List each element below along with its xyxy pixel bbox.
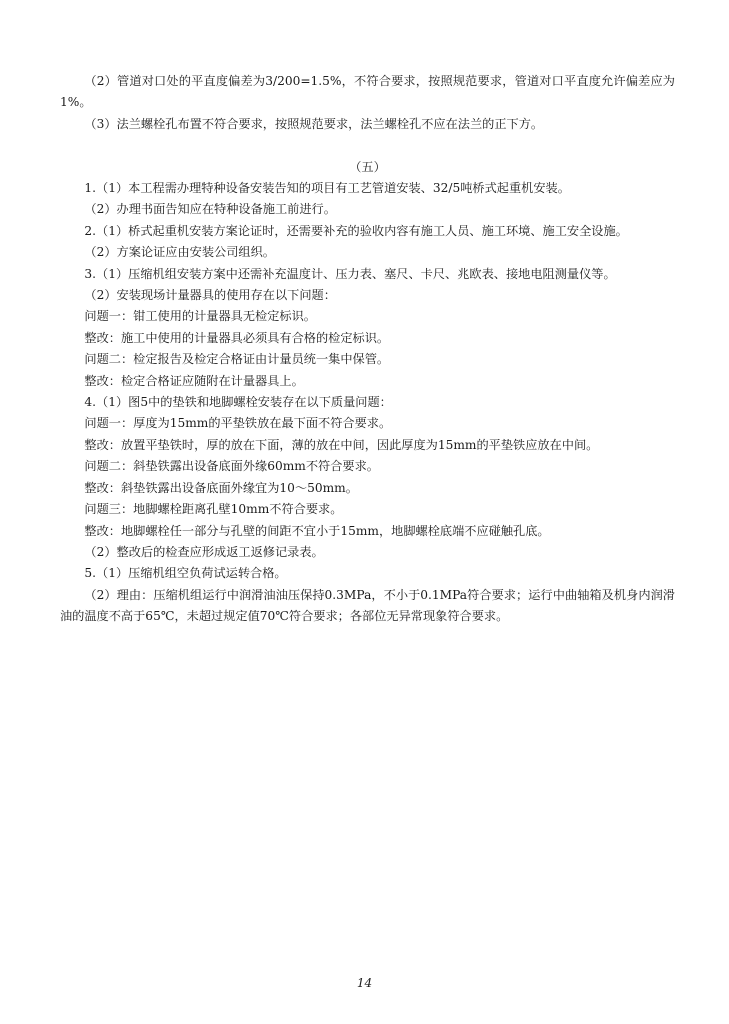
paragraph-3-1: 3.（1）压缩机组安装方案中还需补充温度计、压力表、塞尺、卡尺、兆欧表、接地电阻测量仪等。 xyxy=(84,266,616,281)
paragraph-5-1: 5.（1）压缩机组空负荷试运转合格。 xyxy=(84,566,287,581)
paragraph-4-1: 4.（1）图5中的垫铁和地脚螺栓安装存在以下质量问题： xyxy=(84,395,392,410)
body-text xyxy=(60,71,675,628)
paragraph-4-1-fix-3: 整改：地脚螺栓任一部分与孔壁的间距不宜小于15mm，地脚螺栓底端不应碰触孔底。 xyxy=(84,523,550,538)
paragraph-1-1: 1.（1）本工程需办理特种设备安装告知的项目有工艺管道安装、32/5吨桥式起重机安装。 xyxy=(84,181,570,196)
paragraph-1-2: （2）办理书面告知应在特种设备施工前进行。 xyxy=(84,202,336,217)
paragraph-4-1-fix-1: 整改：放置平垫铁时，厚的放在下面，薄的放在中间，因此厚度为15mm的平垫铁应放在中间。 xyxy=(84,437,599,452)
paragraph-4-1-problem-1: 问题一：厚度为15mm的平垫铁放在最下面不符合要求。 xyxy=(84,416,392,431)
paragraph-4-2: （2）整改后的检查应形成返工返修记录表。 xyxy=(84,544,324,559)
paragraph-3-2-fix-1: 整改：施工中使用的计量器具必须具有合格的检定标识。 xyxy=(84,330,390,345)
paragraph-flange-bolt-holes: （3）法兰螺栓孔布置不符合要求，按照规范要求，法兰螺栓孔不应在法兰的正下方。 xyxy=(84,116,544,131)
paragraph-2-2: （2）方案论证应由安装公司组织。 xyxy=(84,245,275,260)
paragraph-3-2-problem-2: 问题二：检定报告及检定合格证由计量员统一集中保管。 xyxy=(84,352,390,367)
paragraph-4-1-problem-2: 问题二：斜垫铁露出设备底面外缘60mm不符合要求。 xyxy=(84,459,379,474)
paragraph-3-2-problem-1: 问题一：钳工使用的计量器具无检定标识。 xyxy=(84,309,316,324)
paragraph-pipe-flatness: （2）管道对口处的平直度偏差为3/200=1.5%，不符合要求，按照规范要求，管道对口平直度允许偏差应为1%。 xyxy=(60,74,675,110)
paragraph-3-2: （2）安装现场计量器具的使用存在以下问题： xyxy=(84,288,336,303)
paragraph-4-1-problem-3: 问题三：地脚螺栓距离孔壁10mm不符合要求。 xyxy=(84,502,343,517)
paragraph-3-2-fix-2: 整改：检定合格证应随附在计量器具上。 xyxy=(84,373,304,388)
paragraph-4-1-fix-2: 整改：斜垫铁露出设备底面外缘宜为10～50mm。 xyxy=(84,480,358,495)
page-number: 14 xyxy=(356,976,373,990)
paragraph-5-2: （2）理由：压缩机组运行中润滑油油压保持0.3MPa，不小于0.1MPa符合要求；运行中曲轴箱及机身内润滑油的温度不高于65℃，未超过规定值70℃符合要求；各部位无异常现象符合要求。 xyxy=(60,587,675,624)
blank-line xyxy=(60,135,675,156)
paragraph-2-1: 2.（1）桥式起重机安装方案论证时，还需要补充的验收内容有施工人员、施工环境、施工安全设施。 xyxy=(84,223,628,238)
section-title: （五） xyxy=(349,159,386,174)
